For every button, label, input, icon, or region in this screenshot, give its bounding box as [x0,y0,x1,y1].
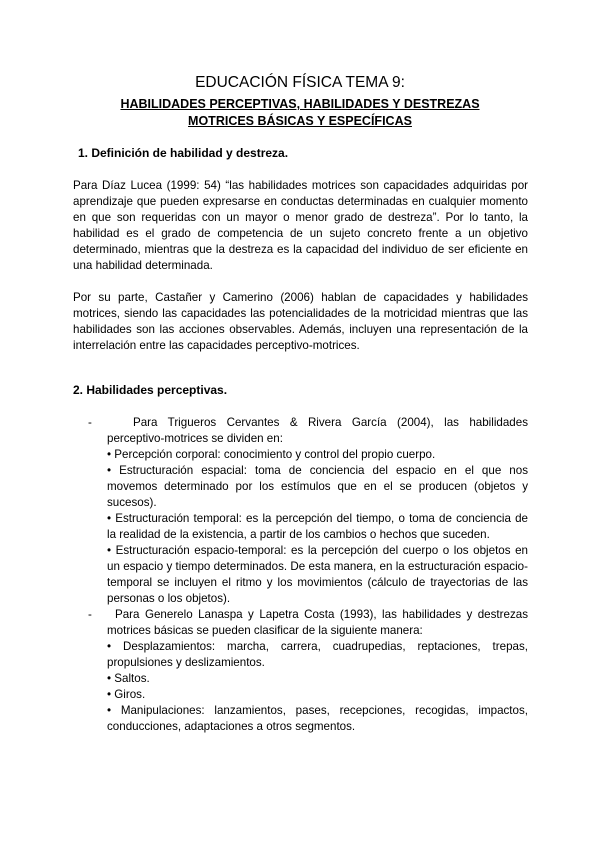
bullet-item: • Manipulaciones: lanzamientos, pases, recepciones, recogidas, impactos, conducciones, adaptaciones a otros segmentos. [107,704,528,733]
list-item [88,415,528,607]
bullet-item: • Percepción corporal: conocimiento y control del propio cuerpo. [107,448,436,461]
section-1-paragraph-2: Por su parte, Castañer y Camerino (2006) hablan de capacidades y habilidades motrices, siendo las capacidades las potencialidades de la motricidad mientras que las habilidades son las acciones observables. Además, incluyen una representación de la interrelación entre las capacidades perceptivo-motrices. [73,291,528,352]
bullet-item: • Desplazamientos: marcha, carrera, cuadrupedias, reptaciones, trepas, propulsiones y deslizamientos. [107,640,528,669]
list-dash: - [88,416,92,429]
bullet-item: • Giros. [107,688,146,701]
bullet-item: • Estructuración espacial: toma de conciencia del espacio en el que nos movemos determinado por los estímulos que en el se producen (objetos y sucesos). [107,464,528,509]
subtitle-line-1: HABILIDADES PERCEPTIVAS, HABILIDADES Y DESTREZAS [120,97,480,111]
list-item-intro: Para Generelo Lanaspa y Lapetra Costa (1993), las habilidades y destrezas motrices básicas se pueden clasificar de la siguiente manera: [107,608,528,637]
list-dash: - [88,608,92,621]
bullet-item: • Saltos. [107,672,150,685]
subtitle-line-2: MOTRICES BÁSICAS Y ESPECÍFICAS [188,114,412,128]
document-subtitle [0,96,600,130]
document-title: EDUCACIÓN FÍSICA TEMA 9: [195,74,405,91]
section-2-list [88,415,528,735]
list-item-intro: Para Trigueros Cervantes & Rivera García (2004), las habilidades perceptivo-motrices se dividen en: [107,416,528,445]
section-1-heading: 1. Definición de habilidad y destreza. [78,146,289,160]
list-item [88,607,528,735]
section-1-paragraph-1: Para Díaz Lucea (1999: 54) “las habilidades motrices son capacidades adquiridas por aprendizaje que pueden expresarse en conductas determinadas en cualquier momento en que son requeridas con un mayor o menor grado de destreza”. Por lo tanto, la habilidad es el grado de competencia de un sujeto concreto frente a un objetivo determinado, mientras que la destreza es la capacidad del individuo de ser eficiente en una habilidad determinada. [73,179,528,272]
bullet-item: • Estructuración espacio-temporal: es la percepción del cuerpo o los objetos en un espacio y tiempo determinados. De esta manera, en la estructuración espacio-temporal se incluyen el ritmo y los movimientos (cálculo de trayectorias de las personas o los objetos). [107,544,528,605]
bullet-item: • Estructuración temporal: es la percepción del tiempo, o toma de conciencia de la realidad de la existencia, a partir de los cambios o hechos que suceden. [107,512,528,541]
section-2-heading: 2. Habilidades perceptivas. [73,383,228,397]
